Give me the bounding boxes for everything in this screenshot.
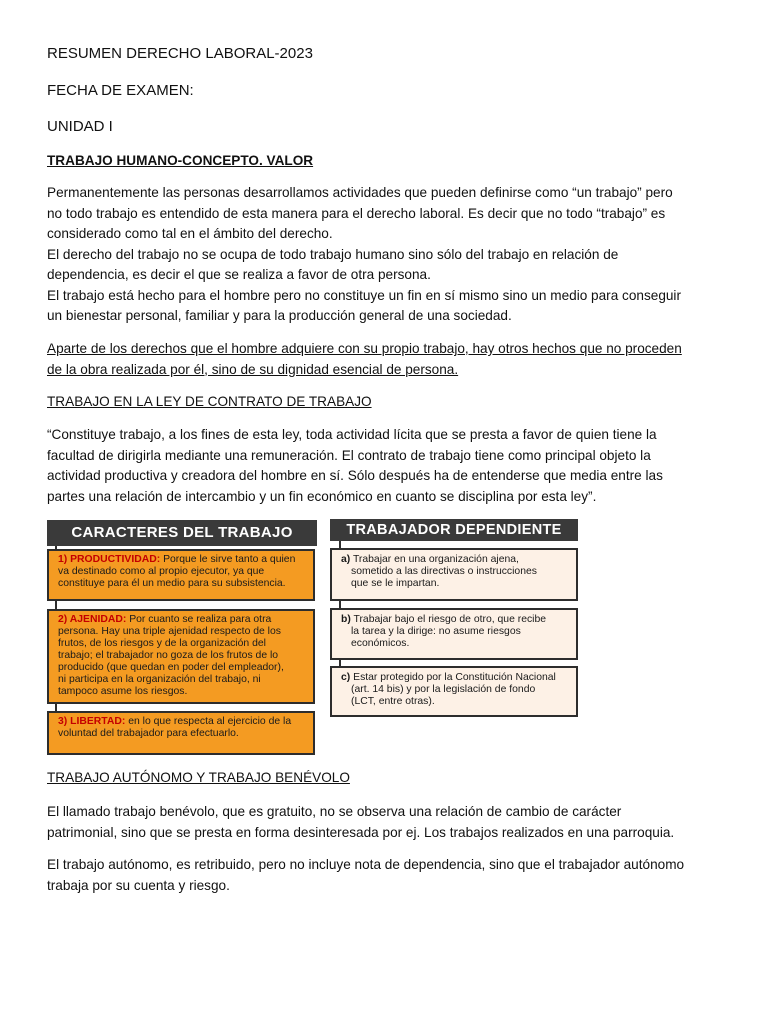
box-label: b) (341, 614, 351, 625)
text-line: Permanentemente las personas desarrollamos actividades que pueden definirse como “un trabajo” pero (47, 185, 673, 200)
box-text: (art. 14 bis) y por la legislación de fondo (351, 684, 536, 695)
text-line: El trabajo autónomo, es retribuido, pero no incluye nota de dependencia, sino que el trabajador autónomo (47, 857, 685, 872)
box-text: (LCT, entre otras). (351, 696, 435, 707)
paragraph-trabajo-autonomo (47, 855, 727, 896)
exam-date-label: FECHA DE EXAMEN: (47, 82, 194, 99)
text-line: considerado como tal en el ámbito del derecho. (47, 226, 333, 241)
diagram-header-caracteres: CARACTERES DEL TRABAJO (47, 520, 317, 546)
box-text: Por cuanto se realiza para otra (129, 614, 272, 625)
box-text: económicos. (351, 638, 410, 649)
diagram-box-a (330, 548, 578, 601)
box-text: ni participa en la organización del trabajo, ni (58, 674, 261, 685)
diagram-header-trabajador: TRABAJADOR DEPENDIENTE (330, 519, 578, 541)
box-text: Trabajar bajo el riesgo de otro, que recibe (353, 614, 547, 625)
box-label: c) (341, 672, 351, 683)
text-line: un bienestar personal, familiar y para la producción general de una sociedad. (47, 308, 512, 323)
text-line: “Constituye trabajo, a los fines de esta ley, toda actividad lícita que se presta a favor de quien tiene la (47, 427, 657, 442)
section-heading-ley-contrato: TRABAJO EN LA LEY DE CONTRATO DE TRABAJO (47, 394, 372, 409)
paragraph-trabajo-benevolo (47, 802, 727, 843)
section-heading-autonomo-benevolo: TRABAJO AUTÓNOMO Y TRABAJO BENÉVOLO (47, 770, 350, 785)
text-line: actividad productiva y creadora del hombre en sí. Sólo después ha de entenderse que media entre las (47, 468, 663, 483)
box-text: voluntad del trabajador para efectuarlo. (58, 728, 239, 739)
paragraph-ley-quote (47, 425, 727, 507)
diagram-box-c (330, 666, 578, 717)
diagram-box-b (330, 608, 578, 660)
text-line: trabaja por su cuenta y riesgo. (47, 877, 230, 893)
box-text: producido (que quedan en poder del empleador), (58, 662, 284, 673)
text-line: de la obra realizada por él, sino de su dignidad esencial de persona. (47, 361, 459, 377)
box-text: sometido a las directivas o instrucciones (351, 566, 537, 577)
diagram-box-productividad (47, 549, 315, 601)
document-title: RESUMEN DERECHO LABORAL-2023 (47, 45, 313, 62)
text-line: dependencia, es decir el que se realiza a favor de otra persona. (47, 267, 431, 282)
text-line: El trabajo está hecho para el hombre pero no constituye un fin en sí mismo sino un medio para conseguir (47, 287, 681, 303)
box-text: que se le impartan. (351, 578, 440, 589)
box-text: Porque le sirve tanto a quien (163, 554, 296, 565)
box-text: la tarea y la dirige: no asume riesgos (351, 626, 521, 637)
diagram-box-ajenidad (47, 609, 315, 704)
text-line: patrimonial, sino que se presta en forma desinteresada por ej. Los trabajos realizados en una parroquia. (47, 824, 675, 840)
text-line: no todo trabajo es entendido de esta manera para el derecho laboral. Es decir que no todo “trabajo” es (47, 205, 666, 221)
text-line: partes una relación de intercambio y un fin económico en cuanto se disciplina por esta ley”. (47, 488, 597, 504)
paragraph-dignidad (47, 339, 727, 380)
box-text: Trabajar en una organización ajena, (352, 554, 519, 565)
box-text: trabajo; el trabajador no goza de los frutos de lo (58, 650, 279, 661)
box-text: en lo que respecta al ejercicio de la (128, 716, 292, 727)
section-heading-trabajo-humano: TRABAJO HUMANO-CONCEPTO. VALOR (47, 153, 314, 168)
box-text: Estar protegido por la Constitución Nacional (353, 672, 556, 683)
text-line: El llamado trabajo benévolo, que es gratuito, no se observa una relación de cambio de carácter (47, 804, 622, 819)
text-line: Aparte de los derechos que el hombre adquiere con su propio trabajo, hay otros hechos que no proceden (47, 341, 682, 356)
box-text: frutos, de los riesgos y de la organización del (58, 638, 266, 649)
box-text: tampoco asume los riesgos. (58, 686, 188, 697)
box-text: va destinado como al propio ejecutor, ya que (58, 566, 265, 577)
box-text: persona. Hay una triple ajenidad respecto de los (58, 626, 281, 637)
text-line: El derecho del trabajo no se ocupa de todo trabajo humano sino sólo del trabajo en relación de (47, 246, 619, 262)
text-line: facultad de dirigirla mediante una remuneración. El contrato de trabajo tiene como principal objeto la (47, 447, 651, 463)
box-label: 1) PRODUCTIVIDAD: (58, 554, 161, 565)
diagram-box-libertad (47, 711, 315, 755)
paragraph-trabajo-humano (47, 183, 727, 327)
box-label: 3) LIBERTAD: (58, 716, 126, 727)
box-text: constituye para él un medio para su subsistencia. (58, 578, 286, 589)
unit-title: UNIDAD I (47, 118, 113, 135)
box-label: a) (341, 554, 351, 565)
box-label: 2) AJENIDAD: (58, 614, 127, 625)
